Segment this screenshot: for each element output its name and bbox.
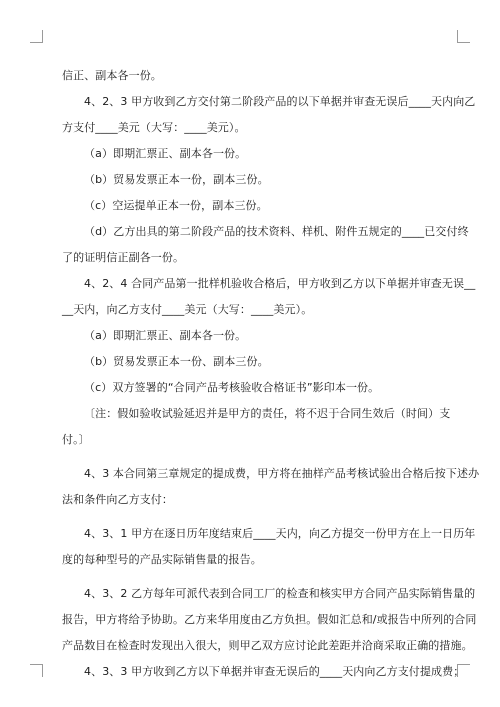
clause-4-3-1: 4、3、1 甲方在逐日历年度结束后____天内，向乙方提交一份甲方在上一日历年	[84, 527, 476, 540]
text-line: 付。〕	[62, 433, 90, 446]
clause-4-3: 4、3 本合同第三章规定的提成费，甲方将在抽样产品考核试验出合格后按下述办	[84, 467, 480, 480]
text-line: 了的证明信正副各一份。	[62, 251, 185, 264]
list-item: （a）即期汇票正、副本各一份。	[84, 147, 247, 160]
clause-4-3-3: 4、3、3 甲方收到乙方以下单据并审查无误后的____天内向乙方支付提成费；	[84, 665, 465, 678]
list-item: （b）贸易发票正本一份、副本三份。	[84, 355, 269, 368]
text-line: 方支付____美元（大写：____美元）。	[62, 121, 246, 134]
clause-4-2-4: 4、2、4 合同产品第一批样机验收合格后，甲方收到乙方以下单据并审查无误__	[84, 277, 476, 290]
paragraph-gap	[62, 513, 442, 521]
text-line: 产品数目在检查时发现出入很大，则甲乙双方应讨论此差距并洽商采取正确的措施。	[62, 639, 473, 652]
list-item: （d）乙方出具的第二阶段产品的技术资料、样机、附件五规定的____已交付终	[84, 225, 469, 238]
list-item: （a）即期汇票正、副本各一份。	[84, 329, 247, 342]
list-item: （c）双方签署的“合同产品考核验收合格证书”影印本一份。	[84, 381, 380, 394]
paragraph-gap	[62, 573, 442, 581]
crop-mark-bottom-left	[30, 664, 43, 677]
text-line: __天内，向乙方支付____美元（大写：____美元）。	[62, 303, 313, 316]
text-line: 度的每种型号的产品实际销售量的报告。	[62, 553, 262, 566]
paragraph-gap	[62, 453, 442, 461]
text-line: 信正、副本各一份。	[62, 69, 162, 82]
document-body	[62, 63, 480, 685]
list-item: （c）空运提单正本一份，副本三份。	[84, 199, 268, 212]
text-line: 报告，甲方将给予协助。乙方来华用度由乙方负担。假如汇总和/或报告中所列的合同	[62, 613, 477, 626]
text-line: 法和条件向乙方支付：	[62, 493, 173, 506]
crop-mark-top-right	[457, 30, 470, 43]
crop-mark-top-left	[30, 30, 43, 43]
clause-4-2-3: 4、2、3 甲方收到乙方交付第二阶段产品的以下单据并审查无误后____天内向乙	[84, 95, 476, 108]
list-item: （b）贸易发票正本一份，副本三份。	[84, 173, 269, 186]
clause-4-3-2: 4、3、2 乙方每年可派代表到合同工厂的检查和核实甲方合同产品实际销售量的	[84, 587, 476, 600]
note-line: 〔注：假如验收试验延迟并是甲方的责任，将不迟于合同生效后（时间）支	[84, 407, 451, 420]
